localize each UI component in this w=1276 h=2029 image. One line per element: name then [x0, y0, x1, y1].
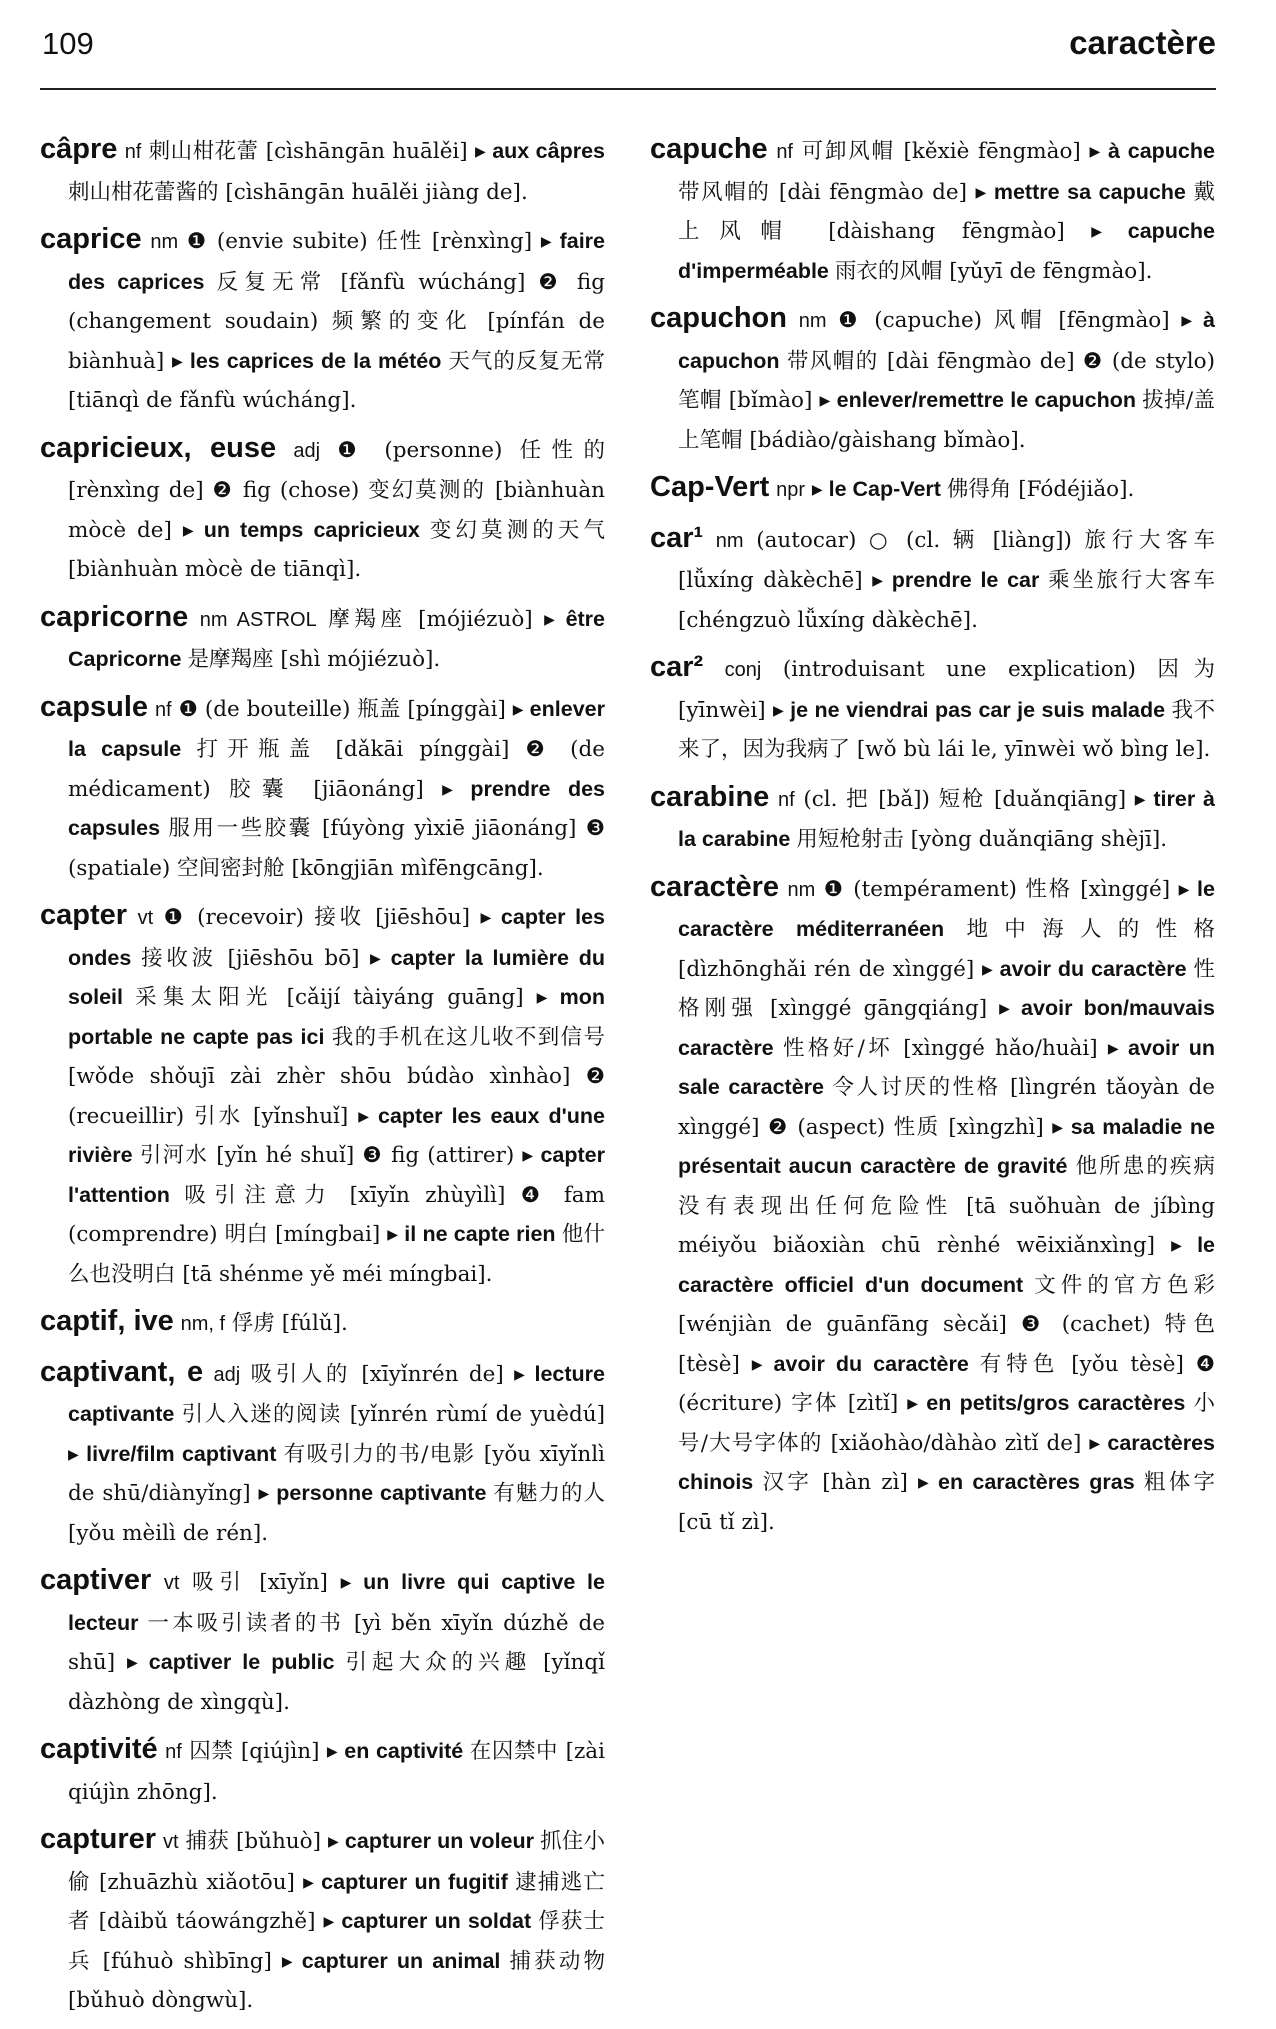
headword: capsule: [40, 690, 148, 723]
header-rule: [40, 88, 1216, 90]
headword: capricorne: [40, 600, 189, 633]
page-number: 109: [42, 26, 94, 61]
definition: ❶ (tempérament) 性格 [xìnggé] ▸ le caractère méditerranéen 地中海人的性格 [dìzhōnghǎi rén de xìnggé] ▸ avoir du caractère 性格刚强 [xìnggé gāngqiáng] ▸ avoir bon/mauvais caractère 性格好/坏 [xìnggé hǎo/huài] ▸ avoir un sale caractère 令人讨厌的性格 [lìngrén tǎoyàn de xìnggé] ❷ (aspect) 性质 [xìngzhì] ▸ sa maladie ne présentait aucun caractère de gravité 他所患的疾病没有表现出任何危险性 [tā suǒhuàn de jíbìng méiyǒu biǎoxiàn chū rènhé wēixiǎnxìng] ▸ le caractère officiel d'un document 文件的官方色彩 [wénjiàn de guānfāng sècǎi] ❸ (cachet) 特色 [tèsè] ▸ avoir du caractère 有特色 [yǒu tèsè] ❹ (écriture) 字体 [zìtǐ] ▸ en petits/gros caractères 小号/大号字体的 [xiǎohào/dàhào zìtǐ de] ▸ caractères chinois 汉字 [hàn zì] ▸ en caractères gras 粗体字 [cū tǐ zì].: [678, 876, 1216, 1535]
entry-capsule: [40, 688, 605, 889]
definition: 可卸风帽 [kěxiè fēngmào] ▸ à capuche 带风帽的 [dài fēngmào de] ▸ mettre sa capuche 戴上风帽 [dàishang fēngmào] ▸ capuche d'imperméable 雨衣的风帽 [yǔyī de fēngmào].: [678, 139, 1215, 284]
definition: ❶ (de bouteille) 瓶盖 [pínggài] ▸ enlever la capsule 打开瓶盖 [dǎkāi pínggài] ❷ (de médicament) 胶囊 [jiāonáng] ▸ prendre des capsules 服用一些胶囊 [fúyòng yìxiē jiāonáng] ❸ (spatiale) 空间密封舱 [kōngjiān mìfēngcāng].: [68, 696, 605, 881]
grammar-label: nm: [150, 231, 179, 253]
definition: 俘虏 [fúlǔ].: [231, 1311, 348, 1336]
grammar-label: nm: [715, 529, 744, 552]
entry-capricieux: [40, 429, 605, 590]
headword: car²: [650, 651, 704, 683]
entry-captivant: [40, 1353, 605, 1554]
grammar-label: nf: [154, 698, 172, 721]
definition: 吸引 [xīyǐn] ▸ un livre qui captive le lecteur 一本吸引读者的书 [yì běn xīyǐn dúzhě de shū] ▸ captiver le public 引起大众的兴趣 [yǐnqǐ dàzhòng de xìngqù].: [68, 1570, 606, 1715]
grammar-label: npr: [776, 479, 806, 501]
entry-capturer: [40, 1820, 605, 2021]
definition: (cl. 把 [bǎ]) 短枪 [duǎnqiāng] ▸ tirer à la carabine 用短枪射击 [yòng duǎnqiāng shèjī].: [678, 786, 1215, 852]
entry-capre: [40, 130, 605, 212]
definition: ❶ (recevoir) 接收 [jiēshōu] ▸ capter les ondes 接收波 [jiēshōu bō] ▸ capter la lumière du soleil 采集太阳光 [cǎijí tàiyáng guāng] ▸ mon portable ne capte pas ici 我的手机在这儿收不到信号 [wǒde shǒujī zài zhèr shōu búdào xìnhào] ❷ (recueillir) 引水 [yǐnshuǐ] ▸ capter les eaux d'une rivière 引河水 [yǐn hé shuǐ] ❸ fig (attirer) ▸ capter l'attention 吸引注意力 [xīyǐn zhùyìlì] ❹ fam (comprendre) 明白 [míngbai] ▸ il ne capte rien 他什么也没明白 [tā shénme yě méi míngbai].: [68, 905, 606, 1287]
guide-word: caractère: [1069, 24, 1216, 61]
grammar-label: conj: [724, 659, 762, 681]
headword: capricieux, euse: [40, 431, 277, 464]
definition: 吸引人的 [xīyǐnrén de] ▸ lecture captivante 引人入迷的阅读 [yǐnrén rùmí de yuèdú] ▸ livre/film captivant 有吸引力的书/电影 [yǒu xīyǐnlì de shū/diànyǐng] ▸ personne captivante 有魅力的人 [yǒu mèilì de rén].: [68, 1361, 605, 1546]
headword: car¹: [650, 521, 704, 554]
headword: capter: [40, 899, 128, 931]
grammar-label: nm: [798, 310, 827, 332]
entry-captif: [40, 1302, 605, 1345]
grammar-label: nf: [124, 141, 142, 163]
headword: Cap-Vert: [650, 471, 770, 503]
definition: 捕获 [bǔhuò] ▸ capturer un voleur 抓住小偷 [zhuāzhù xiǎotōu] ▸ capturer un fugitif 逮捕逃亡者 [dàibǔ táowángzhě] ▸ capturer un soldat 俘获士兵 [fúhuò shìbīng] ▸ capturer un animal 捕获动物 [bǔhuò dòngwù].: [68, 1829, 605, 2013]
definition: 刺山柑花蕾 [cìshāngān huālěi] ▸ aux câpres 刺山柑花蕾酱的 [cìshāngān huālěi jiàng de].: [68, 139, 605, 205]
headword: captif, ive: [40, 1305, 174, 1337]
grammar-label: adj: [213, 1363, 241, 1386]
headword: câpre: [40, 133, 118, 165]
definition: ❶ (personne) 任性的 [rènxìng de] ❷ fig (chose) 变幻莫测的 [biànhuàn mòcè de] ▸ un temps capricieux 变幻莫测的天气 [biànhuàn mòcè de tiānqì].: [68, 437, 605, 582]
grammar-label: nf: [165, 1741, 182, 1763]
headword: captivité: [40, 1733, 158, 1765]
entry-captiver: [40, 1561, 605, 1722]
grammar-label: nf: [777, 788, 795, 811]
right-column: [650, 130, 1215, 1550]
entry-car-2: [650, 648, 1215, 770]
grammar-label: nm ASTROL: [199, 608, 317, 631]
grammar-label: vt: [137, 907, 154, 929]
grammar-label: nm: [787, 878, 816, 901]
entry-capuchon: [650, 299, 1215, 460]
entry-capter: [40, 896, 605, 1294]
definition: 囚禁 [qiújìn] ▸ en captivité 在囚禁中 [zài qiújìn zhōng].: [68, 1739, 605, 1805]
definition: 摩羯座 [mójiézuò] ▸ être Capricorne 是摩羯座 [shì mójiézuò].: [68, 606, 606, 672]
grammar-label: vt: [163, 1831, 179, 1853]
grammar-label: adj: [293, 439, 321, 462]
entry-capuche: [650, 130, 1215, 291]
entry-capricorne: [40, 598, 605, 680]
grammar-label: nf: [776, 141, 793, 163]
headword: capturer: [40, 1823, 157, 1855]
grammar-label: nm, f: [180, 1313, 226, 1335]
headword: captiver: [40, 1564, 152, 1596]
definition: (introduisant une explication) 因为 [yīnwèi] ▸ je ne viendrai pas car je suis malade 我不来了，因为我病了 [wǒ bù lái le, yīnwèi wǒ bìng le].: [678, 657, 1215, 762]
left-column: [40, 130, 605, 2029]
entry-caprice: [40, 220, 605, 421]
entry-caractere: [650, 868, 1215, 1543]
headword: capuchon: [650, 302, 787, 334]
definition: (autocar) ○ (cl. 辆 [liàng]) 旅行大客车 [lǚxíng dàkèchē] ▸ prendre le car 乘坐旅行大客车 [chéngzuò lǚxíng dàkèchē].: [678, 527, 1216, 633]
grammar-label: vt: [163, 1572, 180, 1594]
headword: carabine: [650, 780, 770, 813]
entry-carabine: [650, 778, 1215, 860]
entry-car-1: [650, 519, 1215, 641]
entry-cap-vert: [650, 468, 1215, 511]
definition: ❶ (capuche) 风帽 [fēngmào] ▸ à capuchon 带风帽的 [dài fēngmào de] ❷ (de stylo) 笔帽 [bǐmào] ▸ enlever/remettre le capuchon 拔掉/盖上笔帽 [bádiào/gàishang bǐmào].: [678, 308, 1216, 453]
headword: capuche: [650, 133, 768, 165]
entry-captivite: [40, 1730, 605, 1812]
definition: ▸ le Cap-Vert 佛得角 [Fódéjiǎo].: [811, 477, 1135, 502]
definition: ❶ (envie subite) 任性 [rènxìng] ▸ faire des caprices 反复无常 [fǎnfù wúcháng] ❷ fig (changement soudain) 频繁的变化 [pínfán de biànhuà] ▸ les caprices de la météo 天气的反复无常 [tiānqì de fǎnfù wúcháng].: [68, 229, 606, 413]
headword: caprice: [40, 223, 142, 255]
headword: caractère: [650, 870, 779, 903]
headword: captivant, e: [40, 1355, 204, 1388]
